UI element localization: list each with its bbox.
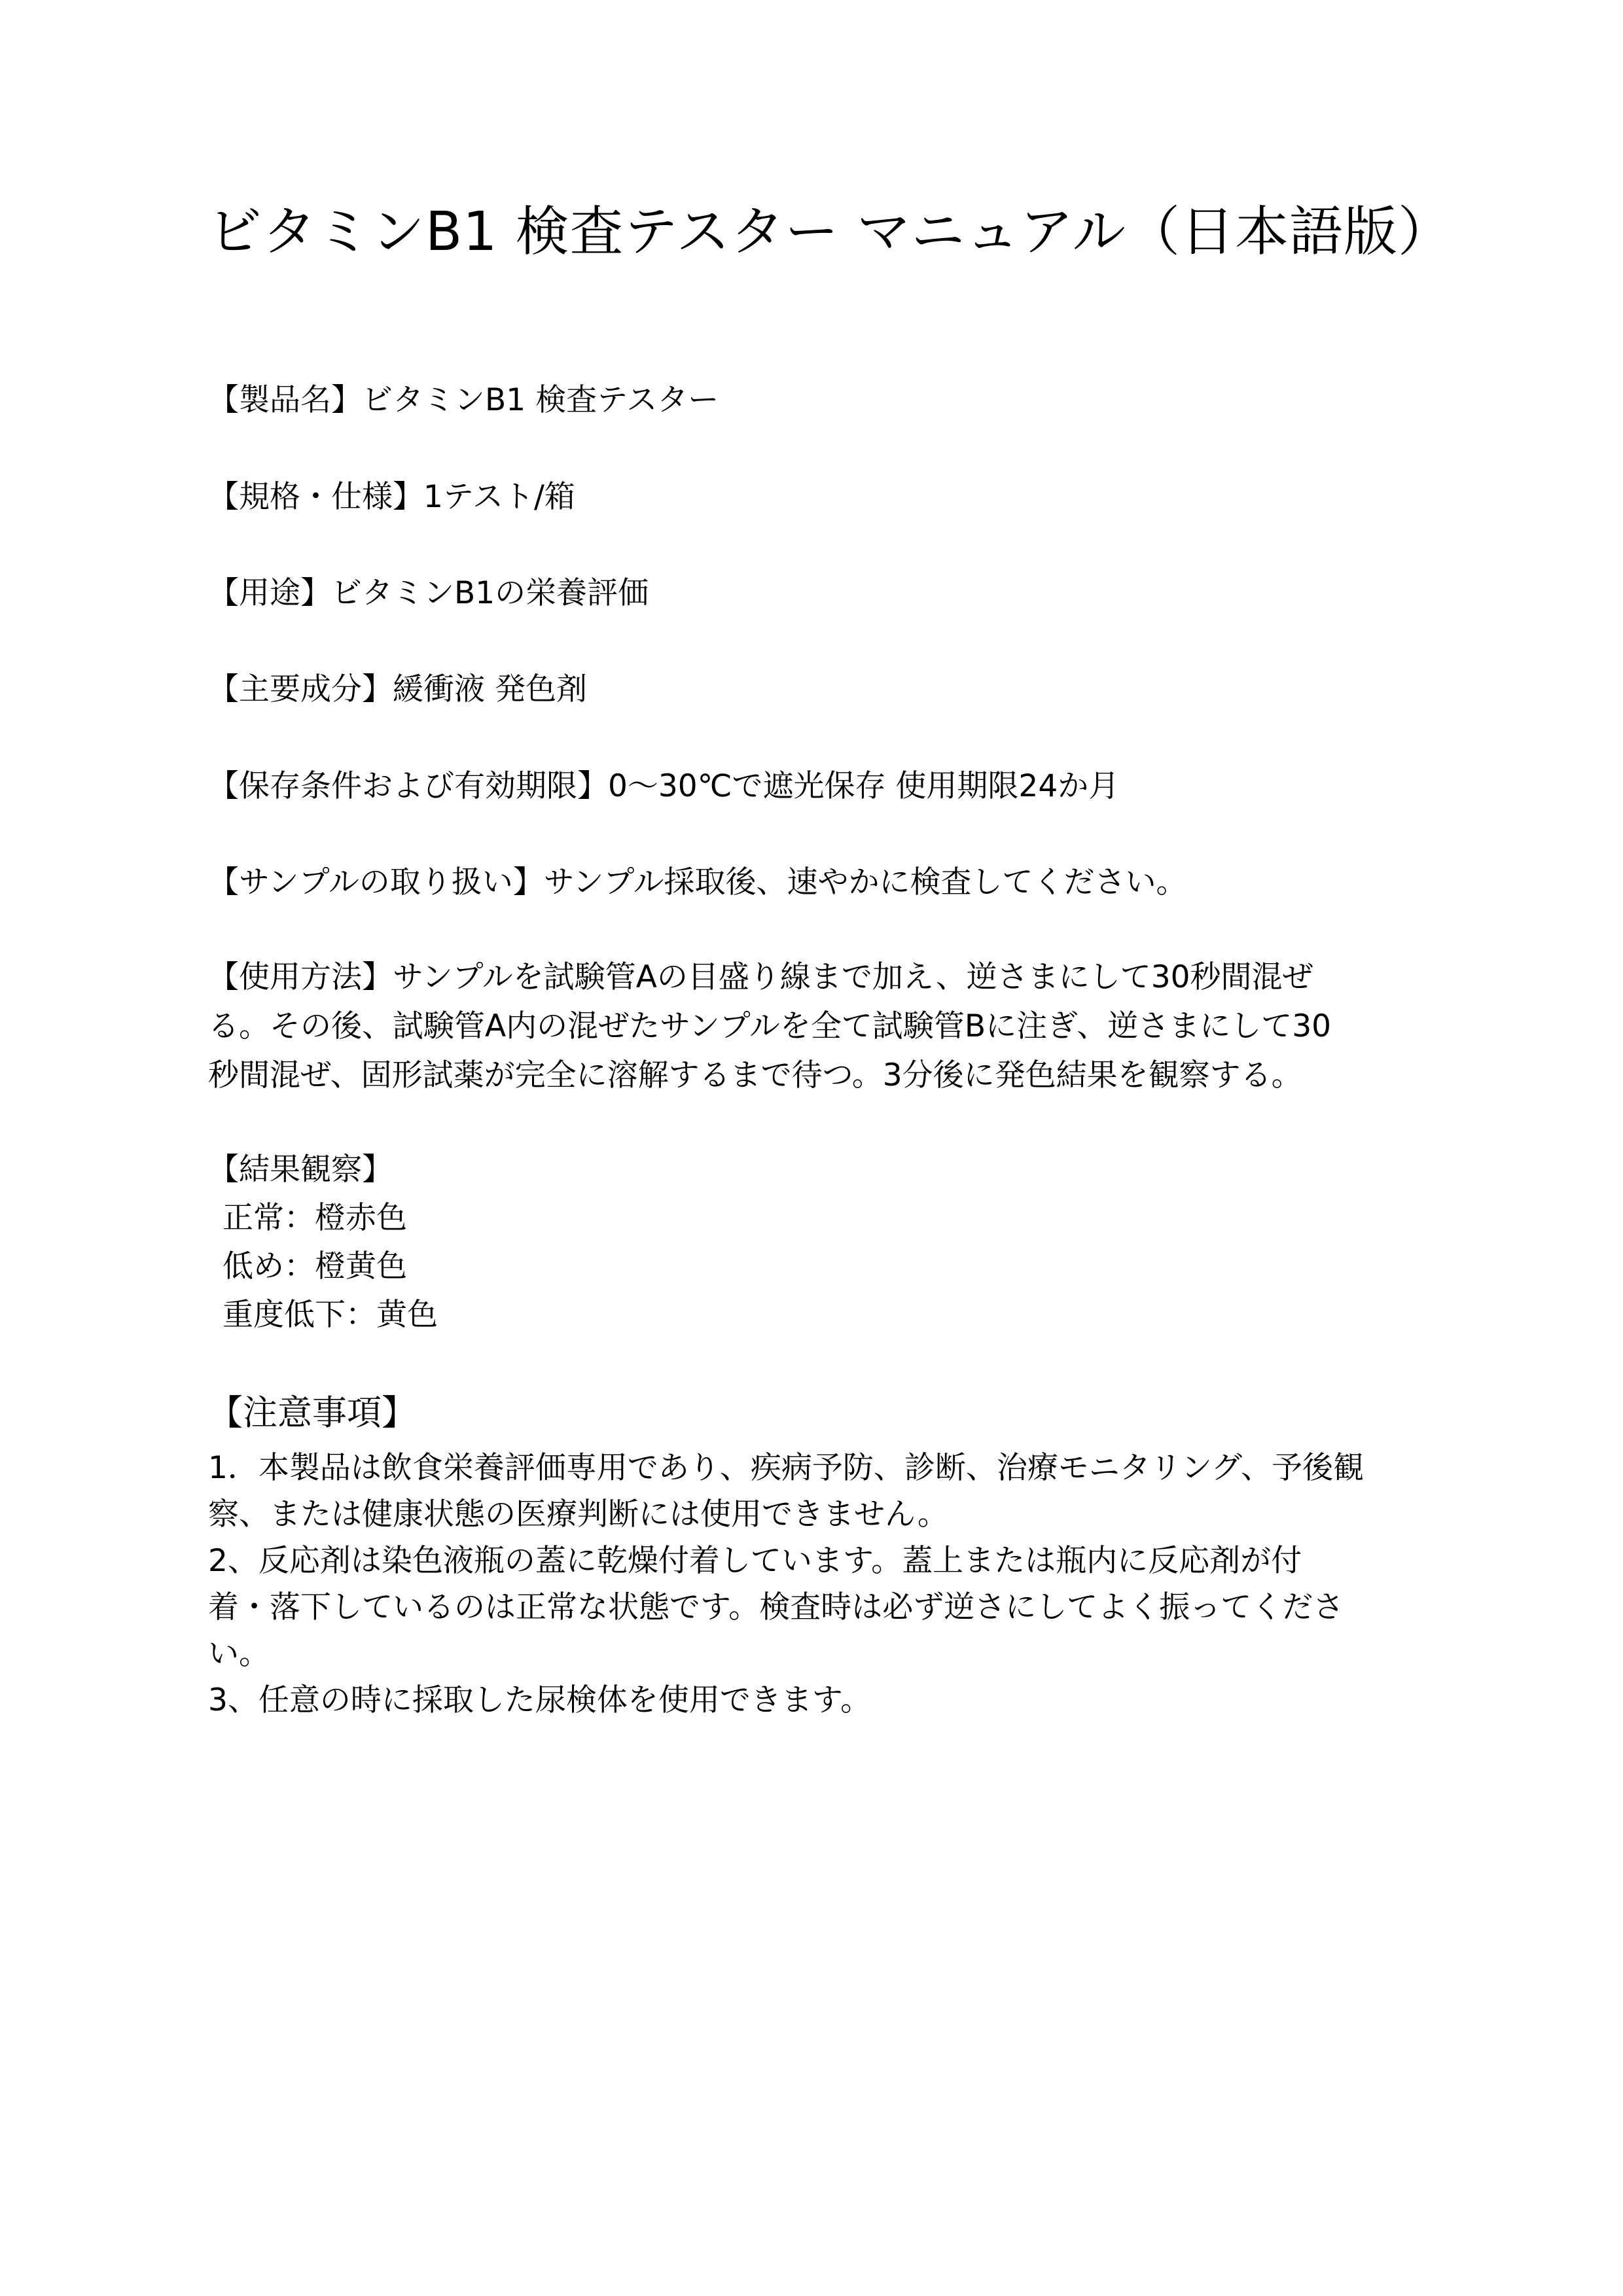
purpose-line: 【用途】ビタミンB1の栄養評価: [208, 575, 649, 611]
notice-line: 1．本製品は飲食栄養評価専用であり、疾病予防、診断、治療モニタリング、予後観: [208, 1450, 1364, 1486]
sample-handling-line: 【サンプルの取り扱い】サンプル採取後、速やかに検査してください。: [208, 864, 1187, 900]
storage-line: 【保存条件および有効期限】0～30℃で遮光保存 使用期限24か月: [208, 768, 1120, 804]
notice-line: 3、任意の時に採取した尿検体を使用できます。: [208, 1682, 872, 1718]
main-components-line: 【主要成分】緩衝液 発色剤: [208, 671, 587, 707]
usage-line: る。その後、試験管A内の混ぜたサンプルを全て試験管Bに注ぎ、逆さまにして30: [208, 1008, 1332, 1044]
result-item-severe: 重度低下：黄色: [223, 1297, 438, 1333]
results-heading: 【結果観察】: [208, 1152, 393, 1188]
notices-heading: 【注意事項】: [208, 1393, 416, 1433]
product-name-line: 【製品名】ビタミンB1 検査テスター: [208, 382, 719, 418]
notice-line: 察、または健康状態の医療判断には使用できません。: [208, 1496, 948, 1532]
result-item-low: 低め：橙黄色: [223, 1248, 407, 1284]
document-title: ビタミンB1 検査テスター マニュアル（日本語版）: [208, 201, 1452, 263]
notice-line: 2、反応剤は染色液瓶の蓋に乾燥付着しています。蓋上または瓶内に反応剤が付: [208, 1543, 1302, 1579]
usage-line: 【使用方法】サンプルを試験管Aの目盛り線まで加え、逆さまにして30秒間混ぜ: [208, 959, 1313, 995]
specification-line: 【規格・仕様】1テスト/箱: [208, 479, 575, 515]
usage-paragraph: [208, 953, 1438, 1100]
notice-line: 着・落下しているのは正常な状態です。検査時は必ず逆さにしてよく振ってくださ: [208, 1589, 1344, 1625]
result-item-normal: 正常：橙赤色: [223, 1200, 407, 1236]
notice-line: い。: [208, 1636, 270, 1672]
notices-paragraph: [208, 1445, 1438, 1723]
usage-line: 秒間混ぜ、固形試薬が完全に溶解するまで待つ。3分後に発色結果を観察する。: [208, 1057, 1302, 1093]
